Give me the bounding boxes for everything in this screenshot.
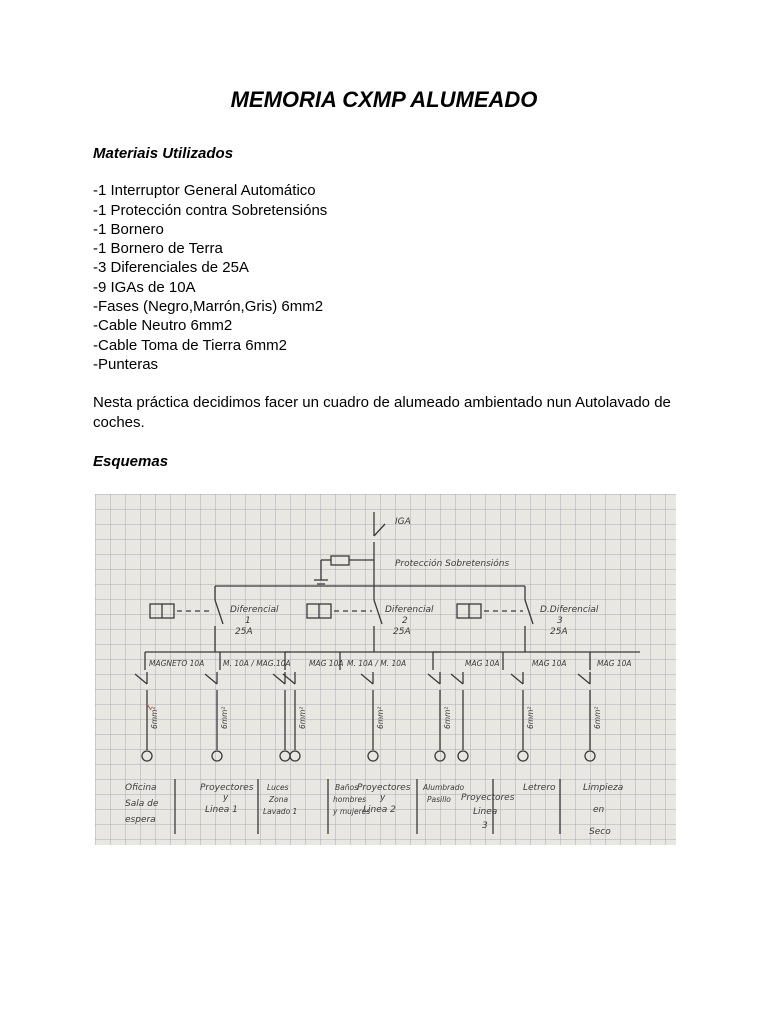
- list-item: -9 IGAs de 10A: [93, 278, 196, 296]
- differential-number: 1: [245, 616, 251, 626]
- load-label: Proyectores: [200, 783, 254, 793]
- breaker-label: MAG 10A: [597, 659, 632, 668]
- cable-label: 6mm²: [220, 706, 229, 729]
- load-label: Proyectores: [461, 793, 515, 803]
- load-label-group: [125, 783, 623, 837]
- breaker-label: M. 10A / MAG.10A: [223, 659, 291, 668]
- differential-label: Diferencial: [230, 605, 279, 615]
- load-label: Pasillo: [427, 795, 451, 804]
- materials-heading: Materiais Utilizados: [93, 145, 234, 162]
- main-switch-symbol: [374, 524, 385, 536]
- load-label: Lavado 1: [263, 807, 298, 816]
- cable-label: 6mm²: [150, 706, 159, 729]
- breaker-label: MAG 10A: [309, 659, 344, 668]
- load-label: Baños: [335, 783, 358, 792]
- load-label: Alumbrado: [423, 783, 465, 792]
- load-label: Zona: [269, 795, 289, 804]
- load-label: hombres: [333, 795, 367, 804]
- schematic-photo: [95, 494, 676, 845]
- surge-label: Protección Sobretensións: [395, 559, 510, 569]
- load-label: y: [380, 793, 386, 803]
- schematic-drawing: [95, 494, 676, 845]
- load-label: Seco: [589, 827, 611, 837]
- differential-rating: 25A: [235, 627, 253, 637]
- breaker-label: MAGNETO 10A: [149, 659, 205, 668]
- list-item: -Fases (Negro,Marrón,Gris) 6mm2: [93, 298, 324, 316]
- load-label: Linea 1: [205, 805, 238, 815]
- load-label: y: [223, 793, 229, 803]
- list-item: -3 Diferenciales de 25A: [93, 259, 249, 277]
- list-item: -Cable Neutro 6mm2: [93, 317, 233, 335]
- load-label: Letrero: [523, 783, 556, 793]
- differential-number: 3: [557, 616, 563, 626]
- breaker-label: MAG 10A: [465, 659, 500, 668]
- differential-label: Diferencial: [385, 605, 434, 615]
- differential-switch-1: [215, 600, 223, 624]
- schemes-heading: Esquemas: [93, 453, 169, 470]
- load-label: Limpieza: [583, 783, 624, 793]
- differential-label: D.Diferencial: [540, 605, 599, 615]
- list-item: -Punteras: [93, 355, 159, 373]
- list-item: -1 Bornero de Terra: [93, 240, 223, 258]
- list-item: -1 Bornero: [93, 220, 164, 238]
- load-label: Proyectores: [357, 783, 411, 793]
- breaker-label: M. 10A / M. 10A: [347, 659, 407, 668]
- cable-label: 6mm²: [593, 706, 602, 729]
- load-label: espera: [125, 815, 156, 825]
- load-label: Oficina: [125, 783, 157, 793]
- breaker-label: MAG 10A: [532, 659, 567, 668]
- branch-circuit-7: [451, 672, 468, 761]
- intro-paragraph: Nesta práctica decidimos facer un cuadro de alumeado ambientado nun Autolavado de coches.: [93, 394, 671, 431]
- load-label: 3: [482, 821, 488, 831]
- differential-switch-2: [374, 600, 382, 624]
- branch-circuit-3: [273, 672, 290, 761]
- load-label: y mujeres: [333, 807, 371, 816]
- cable-label: 6mm²: [526, 706, 535, 729]
- list-item: -Cable Toma de Tierra 6mm2: [93, 336, 287, 354]
- differential-rating: 25A: [393, 627, 411, 637]
- materials-list: [93, 181, 693, 374]
- load-label: Linea 2: [363, 805, 396, 815]
- differential-rating: 25A: [550, 627, 568, 637]
- load-label: Sala de: [125, 799, 159, 809]
- differential-switch-3: [525, 600, 533, 624]
- main-switch-label: IGA: [395, 517, 411, 527]
- load-label: en: [593, 805, 605, 815]
- list-item: -1 Interruptor General Automático: [93, 182, 316, 200]
- load-label: Luces: [267, 783, 289, 792]
- list-item: -1 Protección contra Sobretensións: [93, 201, 328, 219]
- cable-label: 6mm²: [298, 706, 307, 729]
- page-title: MEMORIA CXMP ALUMEADO: [230, 87, 538, 112]
- surge-protector-symbol: [331, 556, 349, 565]
- load-label: Linea: [473, 807, 498, 817]
- cable-label: 6mm²: [376, 706, 385, 729]
- cable-label: 6mm²: [443, 706, 452, 729]
- document-body: [93, 144, 693, 432]
- differential-number: 2: [402, 616, 408, 626]
